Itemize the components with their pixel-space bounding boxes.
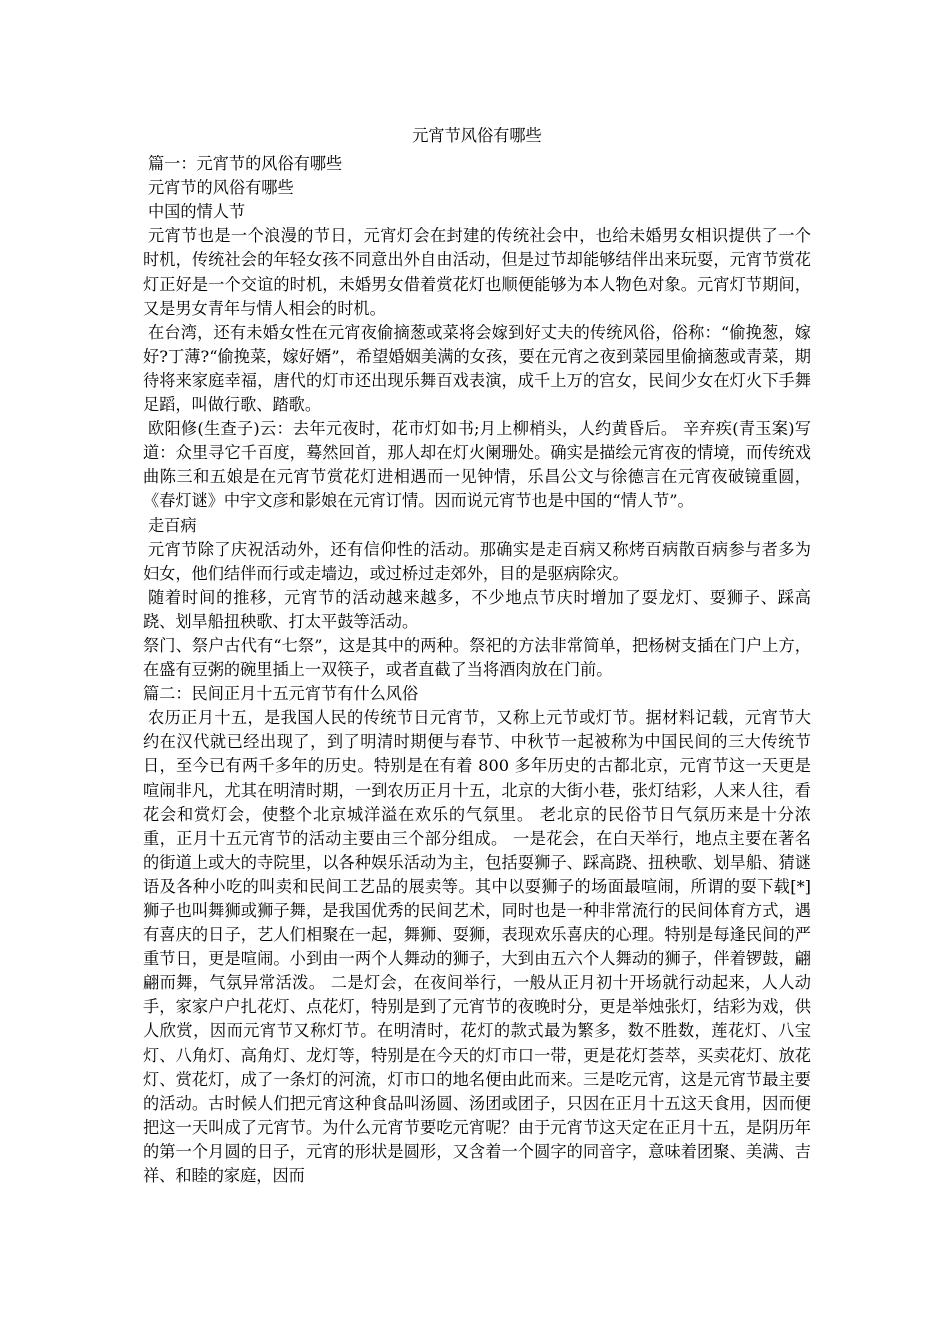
body-paragraph: 祭门、祭户古代有“七祭”，这是其中的两种。祭祀的方法非常简单，把杨树支插在门户上方，在盛有豆粥的碗里插上一双筷子，或者直截了当将酒肉放在门前。 <box>143 635 811 680</box>
body-paragraph: 元宵节除了庆祝活动外，还有信仰性的活动。那确实是走百病又称烤百病散百病参与者多为妇女，他们结伴而行或走墙边，或过桥过走郊外，目的是驱病除灾。 <box>143 539 811 583</box>
body-paragraph: 在台湾，还有未婚女性在元宵夜偷摘葱或菜将会嫁到好丈夫的传统风俗，俗称：“偷挽葱，嫁好?丁薄?“偷挽菜，嫁好婿”，希望婚姻美满的女孩，要在元宵之夜到菜园里偷摘葱或青菜，期待将来家庭幸福，唐代的灯市还出现乐舞百戏表演，成千上万的宫女，民间少女在灯火下手舞足蹈，叫做行歌、踏歌。 <box>143 322 811 415</box>
sub-heading-zoubaibing: 走百病 <box>148 515 197 535</box>
sub-heading-valentines: 中国的情人节 <box>148 202 246 222</box>
body-paragraph: 欧阳修(生查子)云：去年元夜时，花市灯如书;月上柳梢头，人约黄昏后。 辛弃疾(青玉案)写道：众里寻它千百度，蓦然回首，那人却在灯火阑珊处。确实是描绘元宵夜的情境，而传统戏曲陈三和五娘是在元宵节赏花灯进相遇而一见钟情，乐昌公文与徐德言在元宵夜破镜重圆，《春灯谜》中宇文彦和影娘在元宵订情。因而说元宵节也是中国的“情人节”。 <box>143 419 811 511</box>
section-heading-part1: 篇一：元宵节的风俗有哪些 <box>148 154 343 174</box>
body-paragraph: 随着时间的推移，元宵节的活动越来越多，不少地点节庆时增加了耍龙灯、耍狮子、踩高跷、划旱船扭秧歌、打太平鼓等活动。 <box>143 587 811 631</box>
document-body <box>143 124 811 1188</box>
section-heading-part2: 篇二：民间正月十五元宵节有什么风俗 <box>143 684 419 704</box>
document-title: 元宵节风俗有哪些 <box>412 126 542 145</box>
body-paragraph: 元宵节也是一个浪漫的节日，元宵灯会在封建的传统社会中，也给未婚男女相识提供了一个时机，传统社会的年轻女孩不同意出外自由活动，但是过节却能够结伴出来玩耍，元宵节赏花灯正好是一个交谊的时机，未婚男女借着赏花灯也顺便能够为本人物色对象。元宵灯节期间，又是男女青年与情人相会的时机。 <box>143 226 811 318</box>
sub-heading: 元宵节的风俗有哪些 <box>148 178 294 198</box>
body-paragraph: 农历正月十五，是我国人民的传统节日元宵节，又称上元节或灯节。据材料记载，元宵节大约在汉代就已经出现了，到了明清时期便与春节、中秋节一起被称为中国民间的三大传统节日，至今已有两千多年的历史。特别是在有着 800 多年历史的古都北京，元宵节这一天更是喧闹非凡，尤其在明清时期，一到农历正月十五，北京的大街小巷，张灯结彩，人来人往，看花会和赏灯会，使整个北京城洋溢在欢乐的气氛里。 老北京的民俗节日气氛历来是十分浓重，正月十五元宵节的活动主要由三个部分组成。 一是花会，在白天举行，地点主要在著名的街道上或大的寺院里，以各种娱乐活动为主，包括耍狮子、踩高跷、扭秧歌、划旱船、猜谜语及各种小吃的叫卖和民间工艺品的展卖等。其中以耍狮子的场面最喧闹，所谓的耍下载[*]狮子也叫舞狮或狮子舞，是我国优秀的民间艺术，同时也是一种非常流行的民间体育方式，遇有喜庆的日子，艺人们相聚在一起，舞狮、耍狮，表现欢乐喜庆的心理。特别是每逢民间的严重节日，更是喧闹。小到由一两个人舞动的狮子，大到由五六个人舞动的狮子，伴着锣鼓，翩翩而舞，气氛异常活泼。 二是灯会，在夜间举行，一般从正月初十开场就行动起来，人人动手，家家户户扎花灯、点花灯，特别是到了元宵节的夜晚时分，更是举烛张灯，结彩为戏，供人欣赏，因而元宵节又称灯节。在明清时，花灯的款式最为繁多，数不胜数，莲花灯、八宝灯、八角灯、高角灯、龙灯等，特别是在今天的灯市口一带，更是花灯荟萃，买卖花灯、放花灯、赏花灯，成了一条灯的河流，灯市口的地名便由此而来。三是吃元宵，这是元宵节最主要的活动。古时候人们把元宵这种食品叫汤圆、汤团或团子，只因在正月十五这天食用，因而便把这一天叫成了元宵节。为什么元宵节要吃元宵呢？由于元宵节这天定在正月十五，是阴历年的第一个月圆的日子，元宵的形状是圆形，又含着一个圆字的同音字，意味着团聚、美满、吉祥、和睦的家庭，因而 <box>143 708 811 1186</box>
